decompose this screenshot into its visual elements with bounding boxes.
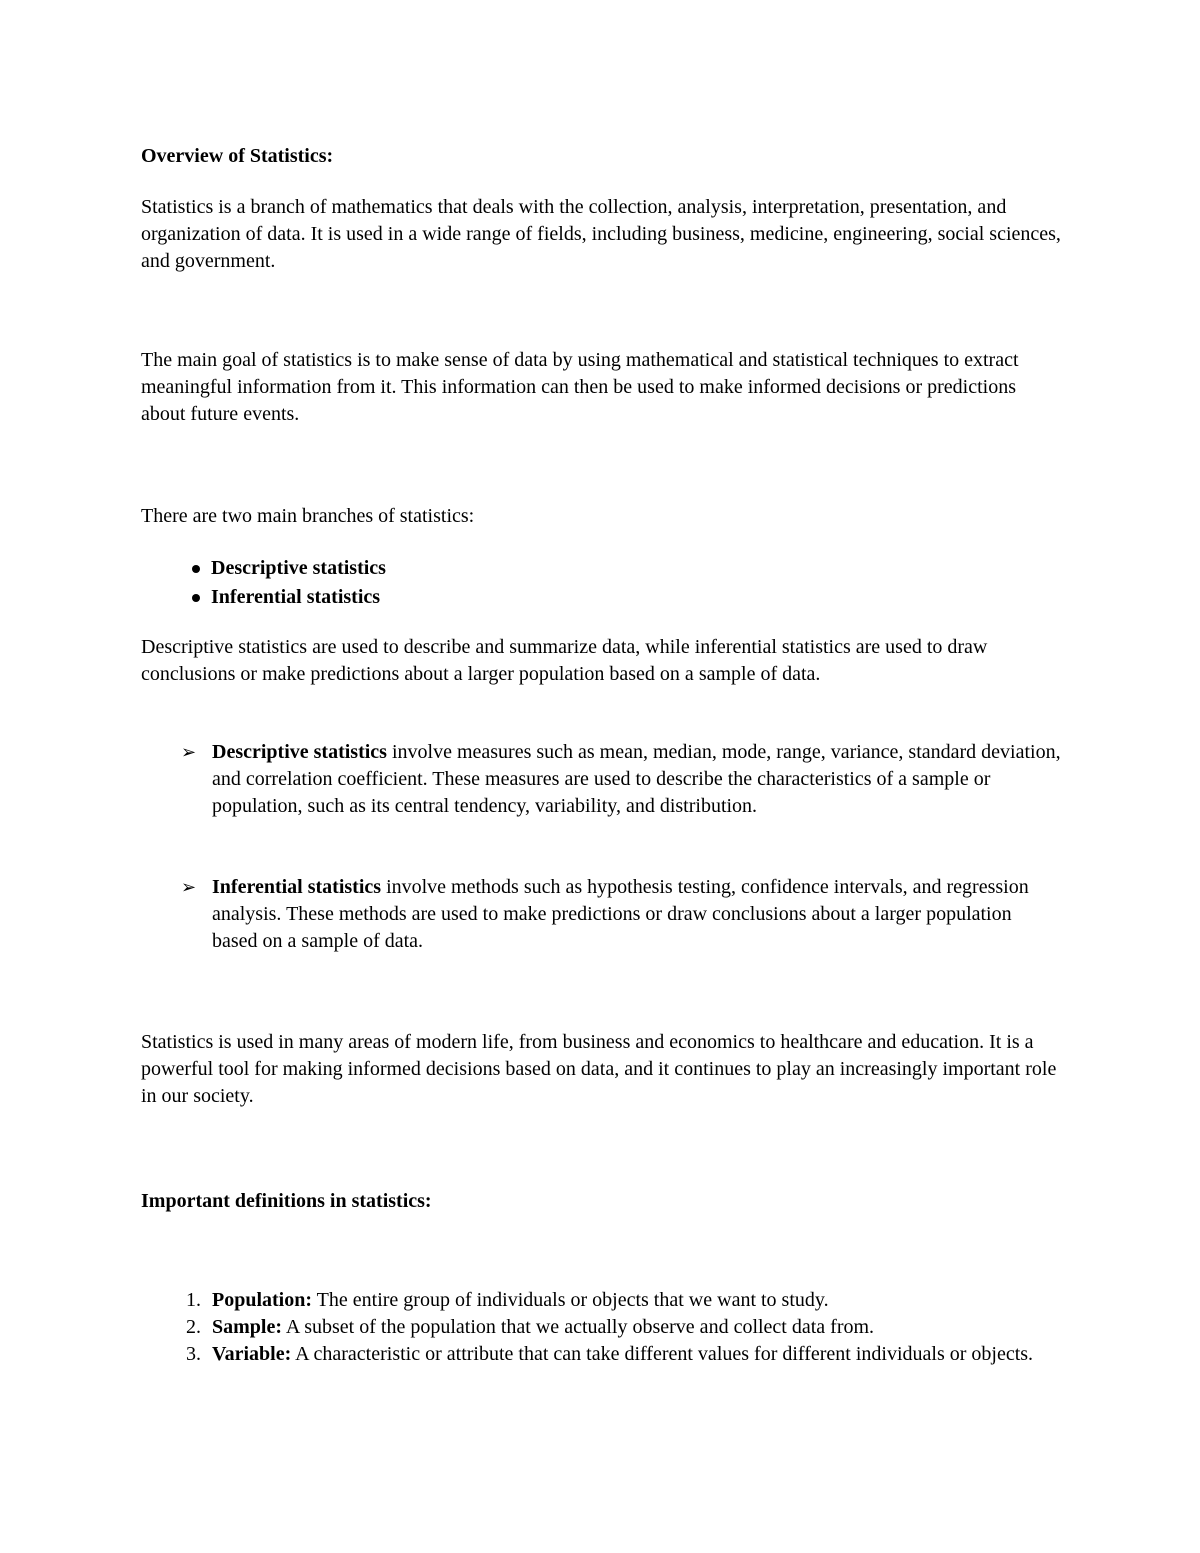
bullet-dot-icon xyxy=(192,594,200,602)
overview-heading: Overview of Statistics: xyxy=(141,145,334,167)
definition-term: Sample: xyxy=(212,1316,282,1338)
paragraph-branches-summary: Descriptive statistics are used to describe and summarize data, while inferential statistics are used to draw conclusions or make predictions about a larger population based on a sample of data. xyxy=(141,636,988,685)
list-item xyxy=(141,554,386,583)
arrow-item-body xyxy=(212,874,1061,955)
branch-label: Inferential statistics xyxy=(211,586,381,608)
definition-text: A subset of the population that we actually observe and collect data from. xyxy=(282,1316,875,1338)
arrow-bullet-icon: ➢ xyxy=(181,877,197,898)
item-number: 1. xyxy=(186,1289,201,1311)
arrow-item-term: Descriptive statistics xyxy=(212,741,387,763)
arrow-item-text: involve measures such as mean, median, mode, range, variance, standard deviation, and correlation coefficient. These measures are used to describe the characteristics of a sample or population, such as its central tendency, variability, and distribution. xyxy=(212,741,1061,817)
definitions-heading: Important definitions in statistics: xyxy=(141,1190,432,1212)
definition-term: Variable: xyxy=(212,1343,292,1365)
item-number: 3. xyxy=(186,1343,201,1365)
definition-text: A characteristic or attribute that can take different values for different individuals or objects. xyxy=(291,1343,1034,1365)
arrow-list-item-descriptive xyxy=(141,739,1061,820)
branches-list xyxy=(141,554,386,612)
paragraph-branches-intro: There are two main branches of statistics: xyxy=(141,505,475,527)
arrow-item-body xyxy=(212,739,1061,820)
list-item xyxy=(141,1287,1061,1314)
item-number: 2. xyxy=(186,1316,201,1338)
definitions-list xyxy=(141,1287,1061,1368)
paragraph-applications: Statistics is used in many areas of modern life, from business and economics to healthcare and education. It is a powerful tool for making informed decisions based on data, and it continues to play an increasingly important role in our society. xyxy=(141,1031,1057,1107)
definition-text: The entire group of individuals or objects that we want to study. xyxy=(312,1289,829,1311)
list-item xyxy=(141,1314,1061,1341)
list-item xyxy=(141,1341,1061,1368)
paragraph-definition: Statistics is a branch of mathematics that deals with the collection, analysis, interpretation, presentation, and organization of data. It is used in a wide range of fields, including business, medicine, engineering, social sciences, and government. xyxy=(141,196,1061,272)
branch-label: Descriptive statistics xyxy=(211,557,386,579)
paragraph-main-goal: The main goal of statistics is to make sense of data by using mathematical and statistical techniques to extract meaningful information from it. This information can then be used to make informed decisions or predictions about future events. xyxy=(141,349,1019,425)
definition-term: Population: xyxy=(212,1289,313,1311)
arrow-item-term: Inferential statistics xyxy=(212,876,382,898)
arrow-item-text: involve methods such as hypothesis testing, confidence intervals, and regression analysis. These methods are used to make predictions or draw conclusions about a larger population based on a sample of data. xyxy=(212,876,1029,952)
bullet-dot-icon xyxy=(192,565,200,573)
arrow-bullet-icon: ➢ xyxy=(181,742,197,763)
list-item xyxy=(141,583,386,612)
arrow-list-item-inferential xyxy=(141,874,1061,955)
